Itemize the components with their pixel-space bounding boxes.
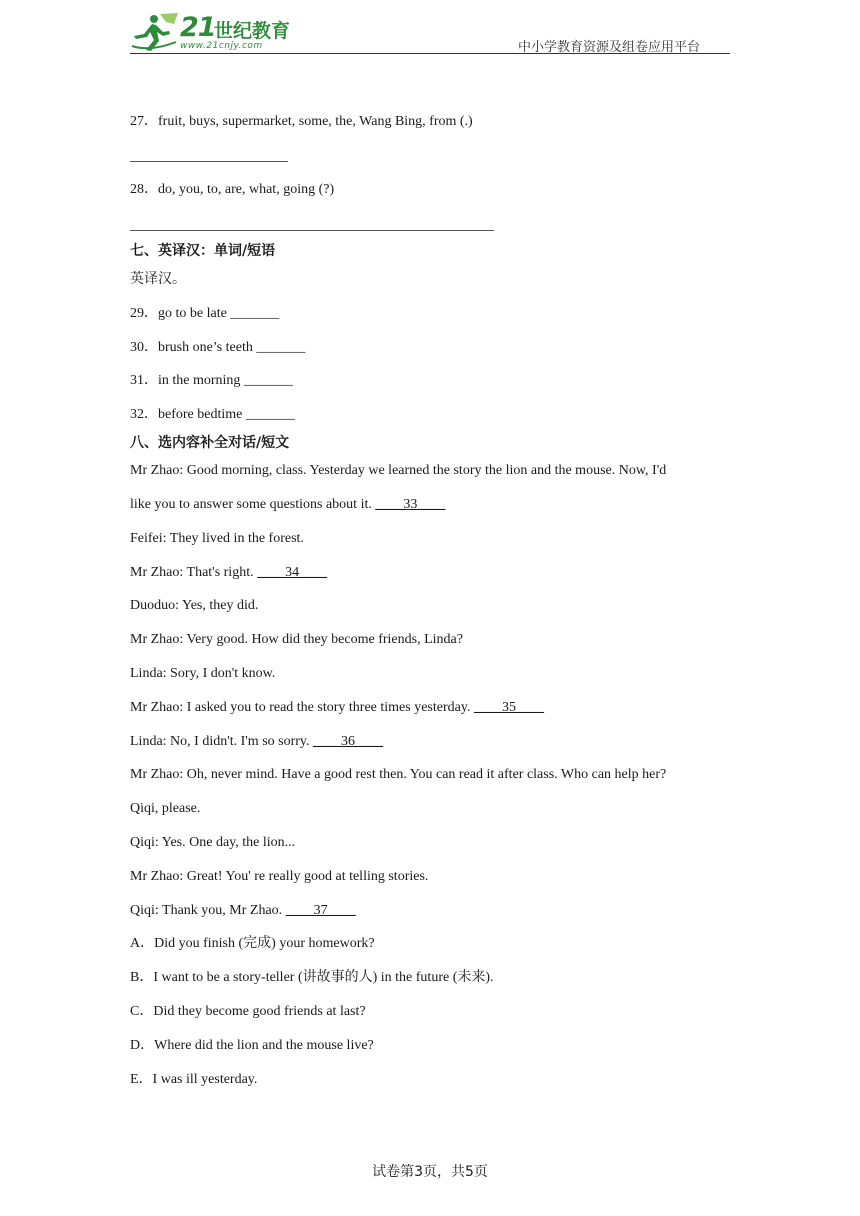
logo: [130, 10, 300, 54]
blank-35: ____35____: [473, 700, 544, 715]
question-31: 31．in the morning _______: [130, 373, 293, 388]
option-d: D．Where did the lion and the mouse live?: [130, 1038, 374, 1053]
logo-number: 21: [180, 12, 216, 43]
blank-33: ____33____: [375, 497, 446, 512]
question-32: 32．before bedtime _______: [130, 407, 295, 422]
header-rule: [130, 53, 730, 54]
page-header: [130, 10, 730, 56]
dialogue-line: [130, 496, 445, 514]
dialogue-text: Qiqi: Thank you, Mr Zhao.: [130, 903, 286, 918]
answer-line-27: [130, 161, 288, 162]
blank-37: ____37____: [285, 903, 356, 918]
dialogue-line: Mr Zhao: Very good. How did they become friends, Linda?: [130, 632, 463, 647]
option-b: B．I want to be a story-teller (讲故事的人) in the future (未来).: [130, 970, 494, 985]
dialogue-text: like you to answer some questions about it.: [130, 497, 376, 512]
logo-url: www.21cnjy.com: [180, 41, 263, 51]
section-7-instruction: 英译汉。: [130, 271, 186, 287]
question-28: 28．do, you, to, are, what, going (?): [130, 182, 335, 197]
option-c: C．Did they become good friends at last?: [130, 1004, 366, 1019]
dialogue-line: [130, 733, 383, 751]
dialogue-line: Feifei: They lived in the forest.: [130, 531, 304, 546]
page-footer: 试卷第3页，共5页: [372, 1164, 488, 1180]
blank-36: ____36____: [313, 734, 384, 749]
dialogue-line: Qiqi, please.: [130, 801, 201, 816]
question-30: 30．brush one’s teeth _______: [130, 340, 306, 355]
dialogue-line: [130, 902, 356, 920]
question-27: 27．fruit, buys, supermarket, some, the, Wang Bing, from (.): [130, 114, 473, 129]
dialogue-line: Linda: Sory, I don't know.: [130, 666, 276, 681]
dialogue-line: Duoduo: Yes, they did.: [130, 598, 259, 613]
dialogue-text: Mr Zhao: I asked you to read the story three times yesterday.: [130, 700, 474, 715]
dialogue-line: Mr Zhao: Good morning, class. Yesterday we learned the story the lion and the mouse. Now, I'd: [130, 463, 667, 478]
blank-34: ____34____: [257, 565, 328, 580]
answer-line-28: [130, 230, 494, 231]
logo-chinese-name: 世纪教育: [214, 20, 291, 42]
header-platform-name: 中小学教育资源及组卷应用平台: [517, 40, 700, 55]
dialogue-text: Mr Zhao: That's right.: [130, 565, 258, 580]
dialogue-line: [130, 699, 544, 717]
option-a: A．Did you finish (完成) your homework?: [130, 936, 375, 951]
dialogue-line: Mr Zhao: Oh, never mind. Have a good rest then. You can read it after class. Who can help her?: [130, 767, 667, 782]
dialogue-text: Linda: No, I didn't. I'm so sorry.: [130, 734, 314, 749]
section-7-title: 七、英译汉：单词/短语: [130, 243, 276, 259]
dialogue-line: Qiqi: Yes. One day, the lion...: [130, 835, 296, 850]
dialogue-line: Mr Zhao: Great! You' re really good at telling stories.: [130, 869, 429, 884]
dialogue-line: [130, 564, 327, 582]
section-8-title: 八、选内容补全对话/短文: [130, 435, 290, 451]
question-29: 29．go to be late _______: [130, 306, 280, 321]
option-e: E．I was ill yesterday.: [130, 1072, 258, 1087]
running-figure-icon: [130, 12, 182, 52]
